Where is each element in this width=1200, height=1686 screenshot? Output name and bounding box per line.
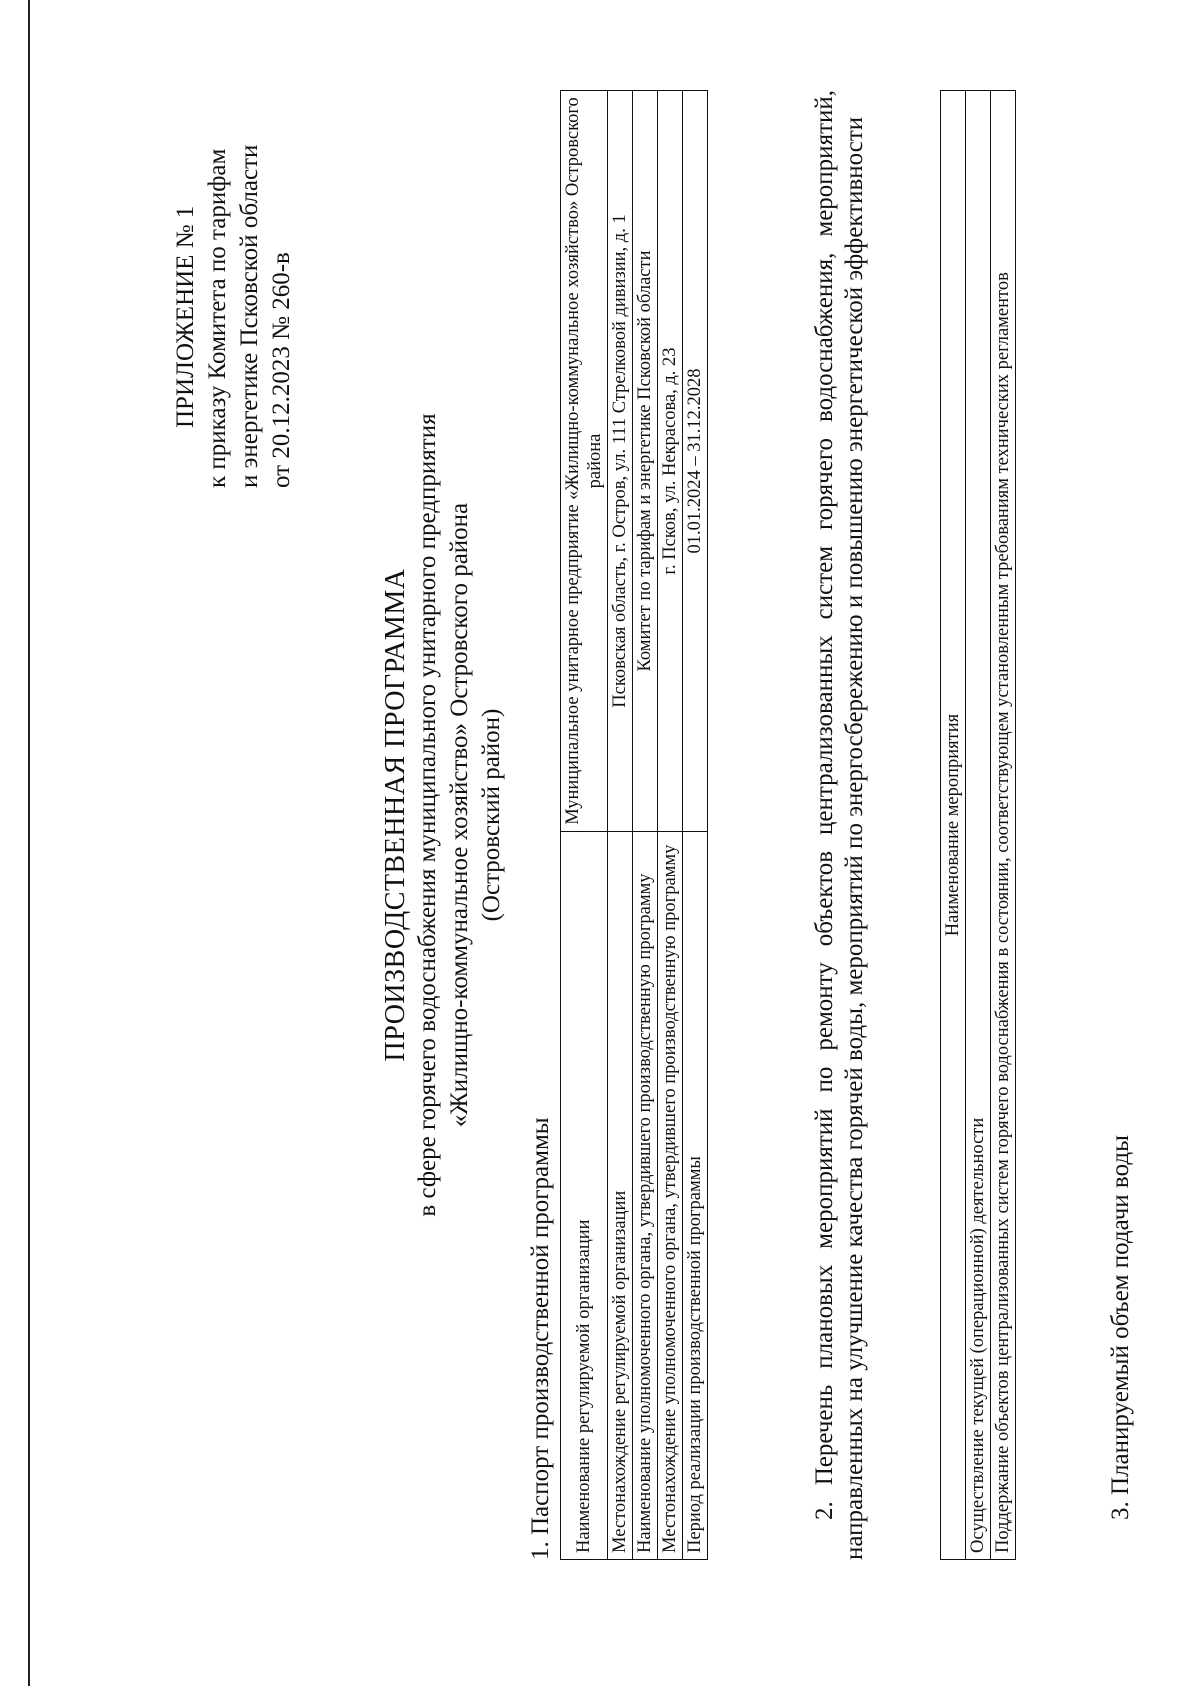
appendix-line-date: от 20.12.2023 № 260-в (268, 252, 295, 488)
document-title-block (380, 70, 508, 1560)
event-name: Поддержание объектов централизованных систем горячего водоснабжения в состоянии, соответствующем установленным требованиям технических регламентов (991, 91, 1016, 1560)
passport-key: Период реализации производственной программы (683, 832, 708, 1560)
passport-value: г. Псков, ул. Некрасова, д. 23 (658, 91, 683, 832)
passport-key: Наименование регулируемой организации (561, 832, 608, 1560)
document-subtitle-line: «Жилищно-коммунальное хозяйство» Островского района (446, 502, 473, 1128)
event-name: Осуществление текущей (операционной) деятельности (966, 91, 991, 1560)
passport-table (560, 90, 708, 1560)
events-column-header: Наименование мероприятия (941, 91, 966, 1560)
table-row (561, 91, 608, 1560)
appendix-number: ПРИЛОЖЕНИЕ № 1 (172, 205, 199, 428)
appendix-line-order: к приказу Комитета по тарифам (204, 148, 231, 488)
passport-key: Местонахождение регулируемой организации (608, 832, 633, 1560)
document-subtitle-line: (Островский район) (478, 708, 505, 922)
passport-value: Муниципальное унитарное предприятие «Жилищно-коммунальное хозяйство» Островского района (561, 91, 608, 832)
section-1-heading: 1. Паспорт производственной программы (527, 1117, 554, 1560)
table-row (633, 91, 658, 1560)
table-row (683, 91, 708, 1560)
appendix-block (170, 68, 298, 488)
rotated-document-page (20, 60, 1180, 1620)
document-subtitle-line: в сфере горячего водоснабжения муниципального унитарного предприятия (414, 413, 441, 1217)
table-row (608, 91, 633, 1560)
table-header-row (941, 91, 966, 1560)
passport-value: Комитет по тарифам и энергетике Псковской области (633, 91, 658, 832)
passport-key: Наименование уполномоченного органа, утвердившего производственную программу (633, 832, 658, 1560)
appendix-line-committee: и энергетике Псковской области (236, 144, 263, 488)
passport-value: Псковская область, г. Остров, ул. 111 Стрелковой дивизии, д. 1 (608, 91, 633, 832)
events-table (940, 90, 1016, 1560)
table-row (658, 91, 683, 1560)
section-2-heading: 2. Перечень плановых мероприятий по ремонту объектов централизованных систем горячего водоснабжения, мероприятий, направленных на улучшение качества горячей воды, мероприятий по энергосбережению и повышению энергетической эффективности (811, 90, 868, 1560)
section-3-heading: 3. Планируемый объем подачи воды (1107, 1135, 1134, 1520)
passport-value: 01.01.2024 – 31.12.2028 (683, 91, 708, 832)
passport-key: Местонахождение уполномоченного органа, утвердившего производственную программу (658, 832, 683, 1560)
table-row (966, 91, 991, 1560)
table-row (991, 91, 1016, 1560)
document-title: ПРОИЗВОДСТВЕННАЯ ПРОГРАММА (380, 568, 411, 1062)
